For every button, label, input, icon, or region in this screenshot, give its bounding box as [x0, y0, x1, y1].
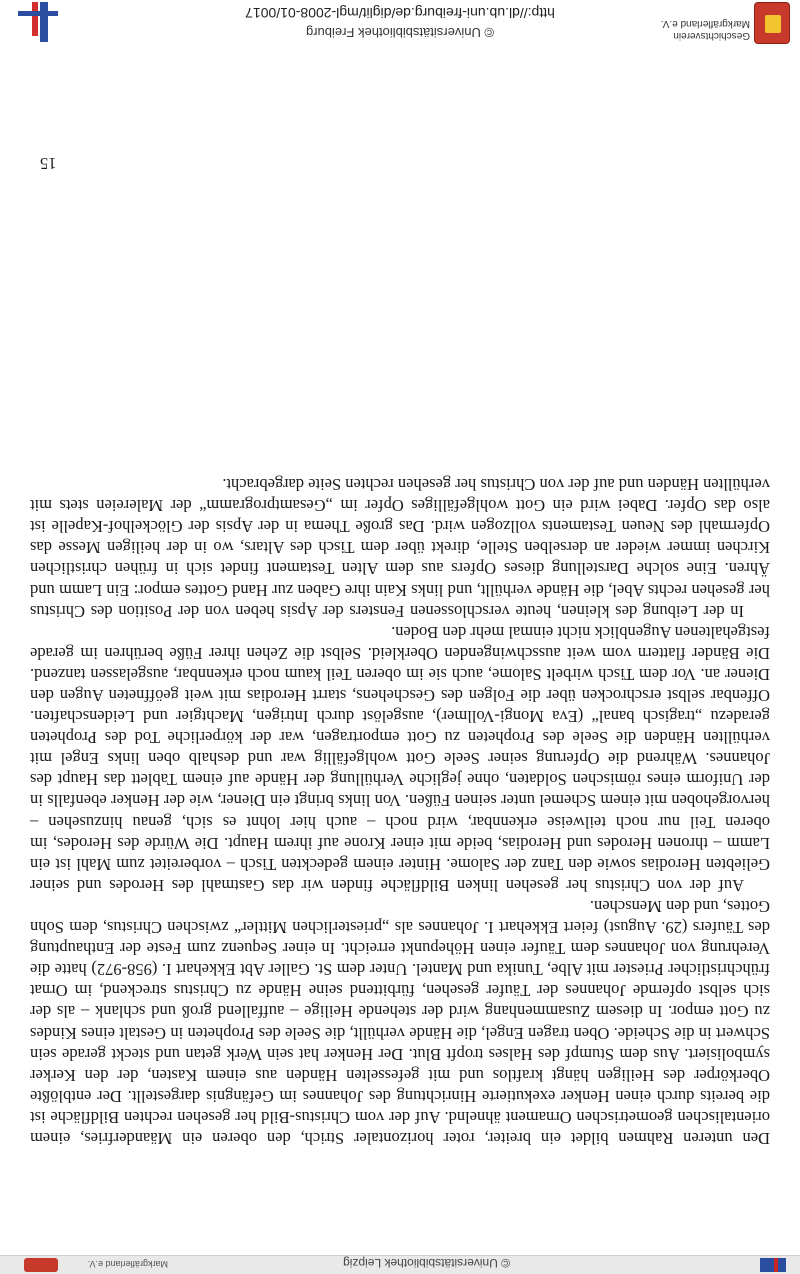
- paragraph-3: In der Leibung des kleinen, heute verschlossenen Fensters der Apsis heben von der Position des Christus her gesehen rechts Abel, die Hände verhüllt, und links Kain ihre Gaben zur Hand Gottes empor: Ein Lamm und Ähren. Eine solche Darstellung dieses Opfers aus dem Alten Testament findet sich in frühen christlichen Kirchen immer wieder an derselben Stelle, direkt über dem Tisch des Altars, wo in der heiligen Messe das Opfermahl des Neuen Testaments vollzogen wird. Das große Thema in der Apsis der Glöckelhof-Kapelle ist also das Opfer. Dabei wird ein Gott wohlgefälliges Opfer im „Gesamtprogramm“ der Malereien stets mit verhüllten Händen und auf der von Christus her gesehen rechten Seite dargebracht.: [30, 475, 770, 621]
- seal-caption: Geschichtsverein Markgräflerland e.V.: [660, 18, 750, 41]
- header-strip: [0, 1255, 800, 1274]
- ub-freiburg-logo-icon: [18, 2, 58, 42]
- footer-url[interactable]: http://dl.ub.uni-freiburg.de/diglit/mgl-2008-01/0017: [245, 5, 555, 21]
- paragraph-2: Auf der von Christus her gesehen linken Bildfläche finden wir das Gastmahl des Herodes und seiner Geliebten Herodias sowie den Tanz der Salome. Hinter einem gedeckten Tisch – vorbereitet zum Mahl ist ein Lamm – thronen Herodes und Herodias, beide mit einer Krone auf ihrem Haupt. Die Würde des Herodes, im oberen Teil nur noch teilweise erkennbar, wird noch – auch hier lohnt es sich, genau hinzusehen – hervorgehoben mit einem Schemel unter seinen Füßen. Von links bringt ein Diener, wie der Henker ebenfalls in der Uniform eines römischen Soldaten, ohne jegliche Verhüllung der Hände auf einem Tablett das Haupt des Johannes. Während die Opferung seiner Seele Gott wohlgefällig war und deshalb oben links Engel mit verhüllten Händen die Seele des Propheten zu Gott emportragen, war der körperliche Tod des Propheten geradezu „tragisch banal“ (Eva Mongi-Vollmer), ausgelöst durch Intrigen, Machtgier und Leidenschaften. Offenbar selbst erschrocken über die Folgen des Geschehens, starrt Herodias mit weit geöffneten Augen den Diener an. Vor dem Tisch wirbelt Salome, auch sie im oberen Teil kaum noch erkennbar, ausgelassen tanzend. Die Bänder flattern vom weit ausschwingenden Oberkleid. Selbst die Zehen ihrer Füße berühren im gerade festgehaltenen Augenblick nicht einmal mehr den Boden.: [30, 622, 770, 895]
- body-text: [30, 474, 770, 1149]
- header-seal-icon: [24, 1258, 58, 1272]
- header-seal-text: Markgräflerland e.V.: [87, 1259, 168, 1269]
- footer-copyright: © Universitätsbibliothek Freiburg: [305, 25, 495, 40]
- header-copyright: © Universitätsbibliothek Leipzig: [343, 1256, 510, 1270]
- footer: [0, 0, 800, 46]
- paragraph-1: Den unteren Rahmen bildet ein breiter, roter horizontaler Strich, den oberen ein Mäanderfries, einem orientalischen geometrischen Ornament ähnelnd. Auf der vom Christus-Bild her gesehen rechten Bildfläche ist die bereits durch einen Henker exekutierte Hinrichtung des Johannes im Gefängnis dargestellt. Der entblößte Oberkörper des Heiligen hängt kraftlos und mit gefesselten Händen aus einem Kasten, der den Kerker symbolisiert. Aus dem Stumpf des Halses tropft Blut. Der Henker hat sein Werk getan und steckt gerade sein Schwert in die Scheide. Oben tragen Engel, die Hände verhüllt, die Seele des Propheten in Gestalt eines Kindes zu Gott empor. In diesem Zusammenhang wird der stehende Heilige – auffallend groß und schlank – als der sich selbst opfernde Johannes der Täufer gesehen, fürbittend seine Hände zu Christus streckend, im Ornat frühchristlicher Priester mit Albe, Tunika und Mantel. Unter dem St. Galler Abt Ekkehart I. (958-972) hatte die Verehrung von Johannes dem Täufer einen Höhepunkt erreicht. In einer Sequenz zum Feste der Enthauptung des Täufers (29. August) feiert Ekkehart I. Johannes als „priesterlichen Mittler“ zwischen Christus, dem Sohn Gottes, und den Menschen.: [30, 896, 770, 1148]
- page-number: 15: [40, 154, 57, 173]
- ub-leipzig-logo-icon: [760, 1258, 786, 1272]
